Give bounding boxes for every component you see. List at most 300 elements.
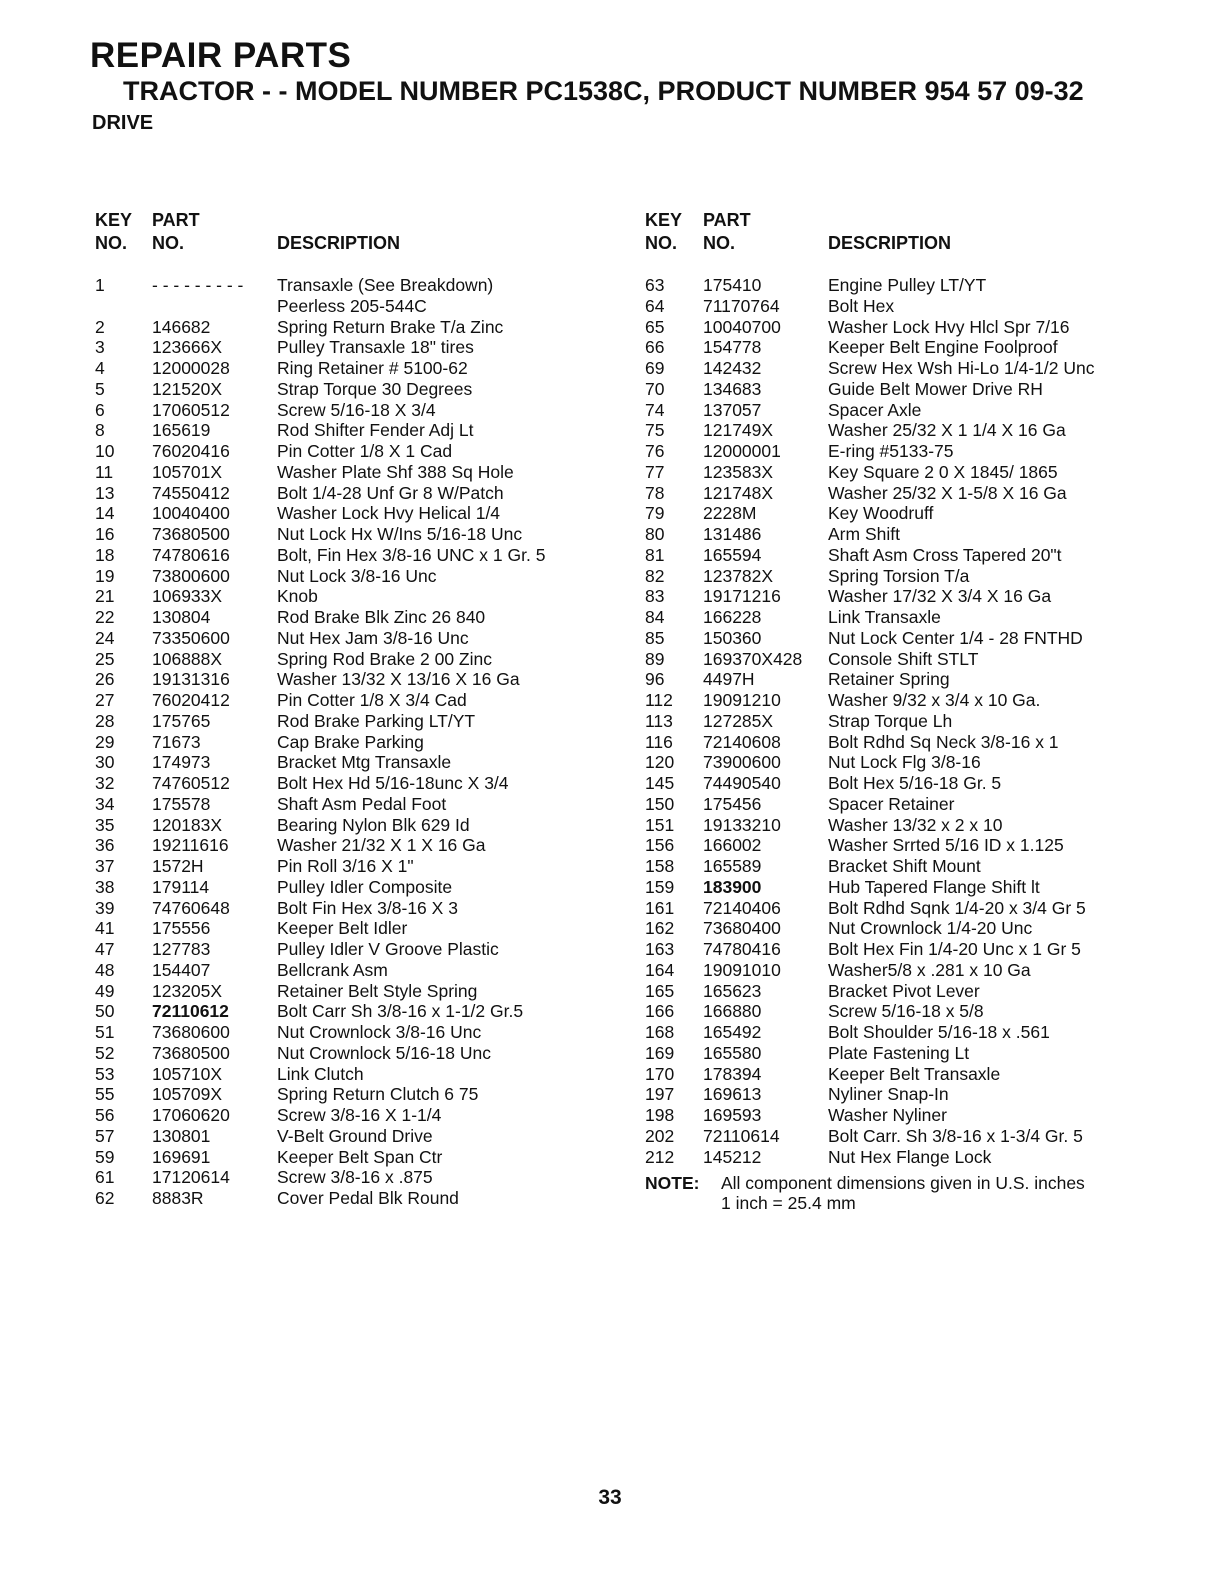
note-line2: 1 inch = 25.4 mm bbox=[721, 1193, 856, 1214]
part-no: 175578 bbox=[152, 793, 211, 814]
description: Washer Lock Hvy Hlcl Spr 7/16 bbox=[828, 316, 1070, 337]
key-no: 18 bbox=[95, 544, 115, 565]
description: Bracket Shift Mount bbox=[828, 856, 981, 876]
table-row bbox=[95, 1147, 620, 1168]
key-no: 168 bbox=[645, 1022, 675, 1042]
part-no: 169370X428 bbox=[703, 648, 803, 669]
table-row bbox=[95, 462, 620, 483]
key-no: 62 bbox=[95, 1188, 115, 1208]
part-no: 10040700 bbox=[703, 316, 781, 337]
part-no: 146682 bbox=[152, 316, 211, 337]
table-row bbox=[95, 545, 620, 566]
key-no: 82 bbox=[645, 565, 665, 586]
key-no: 83 bbox=[645, 586, 665, 607]
table-row bbox=[645, 566, 1175, 587]
key-no: 84 bbox=[645, 607, 665, 627]
table-row bbox=[95, 420, 620, 441]
table-row bbox=[645, 441, 1175, 462]
part-no: 179114 bbox=[152, 876, 210, 897]
table-row bbox=[645, 1043, 1175, 1064]
description: Rod Brake Blk Zinc 26 840 bbox=[277, 607, 486, 627]
key-no: 29 bbox=[95, 731, 115, 752]
part-no: 72140406 bbox=[703, 897, 781, 918]
key-no: 49 bbox=[95, 980, 115, 1001]
description: Washer Plate Shf 388 Sq Hole bbox=[277, 461, 514, 482]
table-row bbox=[645, 1064, 1175, 1085]
table-row bbox=[95, 835, 620, 856]
description: Nut Lock Center 1/4 - 28 FNTHD bbox=[828, 627, 1083, 648]
description: Spring Return Brake T/a Zinc bbox=[277, 316, 504, 337]
table-row bbox=[645, 690, 1175, 711]
description: Shaft Asm Cross Tapered 20"t bbox=[828, 544, 1062, 565]
key-no: 27 bbox=[95, 690, 115, 710]
key-no: 19 bbox=[95, 565, 115, 586]
part-no: 169691 bbox=[152, 1146, 211, 1167]
table-row bbox=[95, 1043, 620, 1064]
part-no: 17060512 bbox=[152, 399, 230, 420]
part-no: 154778 bbox=[703, 337, 762, 358]
page-number: 33 bbox=[598, 1486, 622, 1509]
key-no: 159 bbox=[645, 876, 675, 897]
part-no: 105709X bbox=[152, 1084, 223, 1105]
description: Washer Nyliner bbox=[828, 1105, 947, 1125]
table-row bbox=[95, 628, 620, 649]
description: Bolt Carr Sh 3/8-16 x 1-1/2 Gr.5 bbox=[277, 1001, 524, 1022]
part-no: 130804 bbox=[152, 607, 211, 627]
table-row bbox=[645, 296, 1175, 317]
description: Engine Pulley LT/YT bbox=[828, 275, 987, 295]
description: Pin Cotter 1/8 X 3/4 Cad bbox=[277, 690, 467, 710]
key-no: 96 bbox=[645, 669, 665, 690]
description: Guide Belt Mower Drive RH bbox=[828, 378, 1043, 399]
description: E-ring #5133-75 bbox=[828, 441, 954, 461]
part-no: 74760512 bbox=[152, 773, 230, 793]
table-row bbox=[95, 669, 620, 690]
key-no: 150 bbox=[645, 793, 675, 814]
part-no: 121748X bbox=[703, 482, 774, 503]
table-row bbox=[645, 586, 1175, 607]
description: Shaft Asm Pedal Foot bbox=[277, 793, 447, 814]
key-no: 158 bbox=[645, 856, 675, 876]
table-row bbox=[95, 794, 620, 815]
description: Bolt Hex 5/16-18 Gr. 5 bbox=[828, 773, 1002, 793]
description: Bolt Rdhd Sq Neck 3/8-16 x 1 bbox=[828, 731, 1059, 752]
description: Nut Hex Flange Lock bbox=[828, 1146, 992, 1167]
part-no: 12000028 bbox=[152, 358, 230, 378]
description: Nut Crownlock 3/8-16 Unc bbox=[277, 1022, 482, 1042]
key-no: 79 bbox=[645, 503, 665, 524]
key-no: 21 bbox=[95, 586, 115, 607]
table-row bbox=[645, 462, 1175, 483]
part-no: 142432 bbox=[703, 358, 762, 378]
description: Knob bbox=[277, 586, 318, 607]
table-row bbox=[95, 317, 620, 338]
key-no: 75 bbox=[645, 420, 665, 441]
description: Nut Hex Jam 3/8-16 Unc bbox=[277, 627, 469, 648]
table-row bbox=[95, 898, 620, 919]
key-header-line2: NO. bbox=[95, 233, 128, 253]
part-no: 169593 bbox=[703, 1105, 762, 1125]
part-no: 74780616 bbox=[152, 544, 230, 565]
table-row bbox=[95, 524, 620, 545]
key-no: 30 bbox=[95, 752, 115, 773]
description: Screw 5/16-18 X 3/4 bbox=[277, 399, 436, 420]
part-no: 123205X bbox=[152, 980, 223, 1001]
description: Washer 25/32 X 1-5/8 X 16 Ga bbox=[828, 482, 1067, 503]
key-no: 39 bbox=[95, 897, 115, 918]
description: Bolt Carr. Sh 3/8-16 x 1-3/4 Gr. 5 bbox=[828, 1125, 1083, 1146]
part-no: 165594 bbox=[703, 544, 762, 565]
table-row bbox=[95, 960, 620, 981]
key-no: 35 bbox=[95, 814, 115, 835]
table-row bbox=[645, 732, 1175, 753]
table-row bbox=[645, 773, 1175, 794]
parts-table-left bbox=[95, 210, 620, 1209]
table-row bbox=[95, 379, 620, 400]
part-no: 71170764 bbox=[703, 295, 780, 316]
key-no: 170 bbox=[645, 1063, 675, 1084]
description: Pin Cotter 1/8 X 1 Cad bbox=[277, 441, 453, 461]
key-no: 38 bbox=[95, 876, 115, 897]
table-row bbox=[645, 317, 1175, 338]
table-row bbox=[645, 711, 1175, 732]
note-label: NOTE: bbox=[645, 1173, 700, 1194]
description: Peerless 205-544C bbox=[277, 295, 427, 316]
description: Retainer Belt Style Spring bbox=[277, 980, 478, 1001]
part-no: 76020412 bbox=[152, 690, 230, 710]
part-no: 175456 bbox=[703, 793, 762, 814]
key-no: 74 bbox=[645, 399, 665, 420]
table-row bbox=[645, 856, 1175, 877]
note-line1: All component dimensions given in U.S. inches bbox=[721, 1173, 1085, 1194]
table-row bbox=[95, 752, 620, 773]
table-body bbox=[95, 275, 620, 1209]
description: Nut Lock Flg 3/8-16 bbox=[828, 752, 981, 773]
key-no: 48 bbox=[95, 959, 115, 980]
key-no: 32 bbox=[95, 773, 115, 793]
part-no: 169613 bbox=[703, 1084, 762, 1105]
description: Screw 3/8-16 x .875 bbox=[277, 1167, 433, 1188]
table-row bbox=[95, 939, 620, 960]
key-no: 6 bbox=[95, 399, 105, 420]
part-no: 17060620 bbox=[152, 1105, 230, 1125]
table-body bbox=[645, 275, 1175, 1167]
description: V-Belt Ground Drive bbox=[277, 1125, 433, 1146]
key-no: 1 bbox=[95, 275, 105, 295]
description: Washer 17/32 X 3/4 X 16 Ga bbox=[828, 586, 1052, 607]
table-row bbox=[95, 566, 620, 587]
key-no: 81 bbox=[645, 544, 665, 565]
part-no: 72110612 bbox=[152, 1001, 229, 1022]
table-row bbox=[645, 918, 1175, 939]
table-row bbox=[645, 358, 1175, 379]
key-no: 120 bbox=[645, 752, 675, 773]
table-row bbox=[95, 337, 620, 358]
description: Keeper Belt Idler bbox=[277, 918, 408, 939]
description: Washer 21/32 X 1 X 16 Ga bbox=[277, 835, 486, 856]
table-row bbox=[95, 1084, 620, 1105]
part-no: 73350600 bbox=[152, 627, 230, 648]
description: Strap Torque 30 Degrees bbox=[277, 378, 473, 399]
table-row bbox=[95, 607, 620, 628]
table-row bbox=[645, 1001, 1175, 1022]
key-no: 166 bbox=[645, 1001, 675, 1022]
part-header-line1: PART bbox=[152, 210, 200, 230]
key-no: 2 bbox=[95, 316, 105, 337]
description: Spring Torsion T/a bbox=[828, 565, 970, 586]
table-header bbox=[95, 210, 620, 260]
part-no: 73800600 bbox=[152, 565, 230, 586]
table-row bbox=[95, 732, 620, 753]
description: Bolt Shoulder 5/16-18 x .561 bbox=[828, 1022, 1050, 1042]
part-no: 175765 bbox=[152, 710, 211, 731]
table-row bbox=[95, 773, 620, 794]
key-no: 26 bbox=[95, 669, 115, 690]
part-no: 183900 bbox=[703, 876, 762, 897]
description: Plate Fastening Lt bbox=[828, 1042, 970, 1063]
description: Pulley Idler Composite bbox=[277, 876, 453, 897]
part-no: 1572H bbox=[152, 856, 204, 876]
description: Cap Brake Parking bbox=[277, 731, 424, 752]
key-no: 151 bbox=[645, 814, 675, 835]
part-no: 106888X bbox=[152, 648, 223, 669]
part-no: 106933X bbox=[152, 586, 223, 607]
table-row bbox=[645, 877, 1175, 898]
part-no: 73680400 bbox=[703, 918, 781, 939]
section-title: DRIVE bbox=[92, 112, 154, 134]
key-no: 66 bbox=[645, 337, 665, 358]
table-row bbox=[95, 815, 620, 836]
key-no: 89 bbox=[645, 648, 665, 669]
table-row bbox=[95, 1126, 620, 1147]
part-no: 74780416 bbox=[703, 939, 781, 959]
table-row bbox=[95, 918, 620, 939]
key-header-line1: KEY bbox=[645, 210, 683, 230]
part-no: 165619 bbox=[152, 420, 211, 441]
description: Bolt, Fin Hex 3/8-16 UNC x 1 Gr. 5 bbox=[277, 544, 546, 565]
description: Bolt 1/4-28 Unf Gr 8 W/Patch bbox=[277, 482, 504, 503]
part-no: 2228M bbox=[703, 503, 757, 524]
description: Washer 13/32 x 2 x 10 bbox=[828, 814, 1003, 835]
part-no: 121749X bbox=[703, 420, 774, 441]
table-row bbox=[645, 835, 1175, 856]
description: Washer 25/32 X 1 1/4 X 16 Ga bbox=[828, 420, 1066, 441]
description: Strap Torque Lh bbox=[828, 710, 953, 731]
table-row bbox=[645, 939, 1175, 960]
description: Arm Shift bbox=[828, 524, 900, 544]
part-no: 19133210 bbox=[703, 814, 781, 835]
table-row bbox=[645, 607, 1175, 628]
description: Pin Roll 3/16 X 1" bbox=[277, 856, 414, 876]
part-header-line2: NO. bbox=[703, 233, 736, 253]
description: Washer Srrted 5/16 ID x 1.125 bbox=[828, 835, 1064, 856]
description: Transaxle (See Breakdown) bbox=[277, 275, 494, 295]
part-no: 74760648 bbox=[152, 897, 230, 918]
description: Pulley Idler V Groove Plastic bbox=[277, 939, 499, 959]
key-no: 162 bbox=[645, 918, 675, 939]
description: Cover Pedal Blk Round bbox=[277, 1188, 459, 1208]
table-row bbox=[645, 503, 1175, 524]
description-header: DESCRIPTION bbox=[828, 233, 952, 253]
key-no: 145 bbox=[645, 773, 675, 793]
key-no: 25 bbox=[95, 648, 115, 669]
table-row bbox=[645, 981, 1175, 1002]
description: Ring Retainer # 5100-62 bbox=[277, 358, 468, 378]
key-no: 64 bbox=[645, 295, 665, 316]
description: Spacer Axle bbox=[828, 399, 922, 420]
key-no: 164 bbox=[645, 959, 675, 980]
description: Link Clutch bbox=[277, 1063, 364, 1084]
table-row bbox=[95, 877, 620, 898]
part-header-line1: PART bbox=[703, 210, 751, 230]
key-no: 37 bbox=[95, 856, 115, 876]
part-no: 73680600 bbox=[152, 1022, 230, 1042]
description: Screw 3/8-16 X 1-1/4 bbox=[277, 1105, 442, 1125]
key-no: 65 bbox=[645, 316, 665, 337]
part-no: 121520X bbox=[152, 378, 223, 399]
description: Link Transaxle bbox=[828, 607, 941, 627]
table-row bbox=[95, 358, 620, 379]
description: Spring Return Clutch 6 75 bbox=[277, 1084, 479, 1105]
part-no: 4497H bbox=[703, 669, 755, 690]
part-no: 19211616 bbox=[152, 835, 229, 856]
key-no: 70 bbox=[645, 378, 665, 399]
description: Nut Crownlock 5/16-18 Unc bbox=[277, 1042, 491, 1063]
key-no: 61 bbox=[95, 1167, 115, 1188]
description: Pulley Transaxle 18" tires bbox=[277, 337, 474, 358]
part-no: 71673 bbox=[152, 731, 201, 752]
part-no: 8883R bbox=[152, 1188, 204, 1208]
table-row bbox=[95, 400, 620, 421]
part-no: 10040400 bbox=[152, 503, 230, 524]
part-no: 73680500 bbox=[152, 1042, 230, 1063]
part-no: 19091010 bbox=[703, 959, 781, 980]
description: Nut Lock Hx W/Ins 5/16-18 Unc bbox=[277, 524, 523, 544]
table-header bbox=[645, 210, 1175, 260]
key-no: 85 bbox=[645, 627, 665, 648]
table-row bbox=[95, 1001, 620, 1022]
part-no: 72140608 bbox=[703, 731, 781, 752]
description: Bolt Hex Fin 1/4-20 Unc x 1 Gr 5 bbox=[828, 939, 1081, 959]
table-row bbox=[645, 1105, 1175, 1126]
table-row bbox=[95, 981, 620, 1002]
model-subtitle: TRACTOR - - MODEL NUMBER PC1538C, PRODUCT NUMBER 954 57 09-32 bbox=[123, 76, 1084, 106]
description: Washer Lock Hvy Helical 1/4 bbox=[277, 503, 501, 524]
part-no: 73900600 bbox=[703, 752, 781, 773]
part-no: 123583X bbox=[703, 461, 774, 482]
key-no: 202 bbox=[645, 1125, 675, 1146]
table-row bbox=[645, 1126, 1175, 1147]
key-no: 47 bbox=[95, 939, 115, 959]
key-no: 13 bbox=[95, 482, 115, 503]
part-no: 19091210 bbox=[703, 690, 781, 710]
key-no: 34 bbox=[95, 793, 115, 814]
key-no: 80 bbox=[645, 524, 665, 544]
description: Nyliner Snap-In bbox=[828, 1084, 949, 1105]
part-no: 165580 bbox=[703, 1042, 762, 1063]
key-no: 57 bbox=[95, 1125, 115, 1146]
description: Washer5/8 x .281 x 10 Ga bbox=[828, 959, 1031, 980]
key-no: 56 bbox=[95, 1105, 115, 1125]
part-no: 105710X bbox=[152, 1063, 223, 1084]
table-row bbox=[95, 690, 620, 711]
key-no: 51 bbox=[95, 1022, 115, 1042]
key-no: 41 bbox=[95, 918, 115, 939]
description: Key Square 2 0 X 1845/ 1865 bbox=[828, 461, 1058, 482]
page-title: REPAIR PARTS bbox=[90, 36, 352, 75]
table-row bbox=[95, 441, 620, 462]
description: Bolt Hex bbox=[828, 295, 895, 316]
description: Retainer Spring bbox=[828, 669, 950, 690]
table-row bbox=[645, 628, 1175, 649]
key-no: 50 bbox=[95, 1001, 115, 1022]
key-header-line1: KEY bbox=[95, 210, 133, 230]
key-no: 69 bbox=[645, 358, 665, 378]
description: Bearing Nylon Blk 629 Id bbox=[277, 814, 470, 835]
part-no: 137057 bbox=[703, 399, 762, 420]
part-no: 19171216 bbox=[703, 586, 781, 607]
part-no: 120183X bbox=[152, 814, 223, 835]
part-no: 175410 bbox=[703, 275, 762, 295]
table-row bbox=[645, 379, 1175, 400]
part-no: 154407 bbox=[152, 959, 211, 980]
description: Keeper Belt Span Ctr bbox=[277, 1146, 443, 1167]
table-row bbox=[645, 960, 1175, 981]
key-no: 22 bbox=[95, 607, 115, 627]
key-header-line2: NO. bbox=[645, 233, 678, 253]
key-no: 16 bbox=[95, 524, 115, 544]
description: Spring Rod Brake 2 00 Zinc bbox=[277, 648, 492, 669]
part-no: 73680500 bbox=[152, 524, 230, 544]
key-no: 113 bbox=[645, 710, 673, 731]
part-no: 165492 bbox=[703, 1022, 762, 1042]
key-no: 10 bbox=[95, 441, 115, 461]
key-no: 36 bbox=[95, 835, 115, 856]
key-no: 78 bbox=[645, 482, 665, 503]
table-row bbox=[645, 1022, 1175, 1043]
table-row bbox=[95, 275, 620, 296]
description: Rod Brake Parking LT/YT bbox=[277, 710, 476, 731]
part-no: 166880 bbox=[703, 1001, 762, 1022]
table-row bbox=[95, 1105, 620, 1126]
part-no: 12000001 bbox=[703, 441, 781, 461]
dimension-note bbox=[645, 1173, 1175, 1215]
key-no: 53 bbox=[95, 1063, 115, 1084]
key-no: 212 bbox=[645, 1146, 675, 1167]
description: Nut Crownlock 1/4-20 Unc bbox=[828, 918, 1033, 939]
description: Bracket Pivot Lever bbox=[828, 980, 980, 1001]
description: Washer 13/32 X 13/16 X 16 Ga bbox=[277, 669, 520, 690]
key-no: 5 bbox=[95, 378, 105, 399]
part-no: 19131316 bbox=[152, 669, 230, 690]
description: Bellcrank Asm bbox=[277, 959, 388, 980]
table-row bbox=[95, 586, 620, 607]
description: Keeper Belt Engine Foolproof bbox=[828, 337, 1058, 358]
part-no: 127783 bbox=[152, 939, 211, 959]
part-no: 134683 bbox=[703, 378, 762, 399]
table-row bbox=[645, 752, 1175, 773]
key-no: 8 bbox=[95, 420, 105, 441]
part-no: 74490540 bbox=[703, 773, 781, 793]
part-header-line2: NO. bbox=[152, 233, 185, 253]
part-no: 130801 bbox=[152, 1125, 211, 1146]
key-no: 52 bbox=[95, 1042, 115, 1063]
table-row bbox=[645, 400, 1175, 421]
key-no: 116 bbox=[645, 731, 673, 752]
key-no: 4 bbox=[95, 358, 105, 378]
key-no: 11 bbox=[95, 461, 114, 482]
part-no: 165623 bbox=[703, 980, 762, 1001]
